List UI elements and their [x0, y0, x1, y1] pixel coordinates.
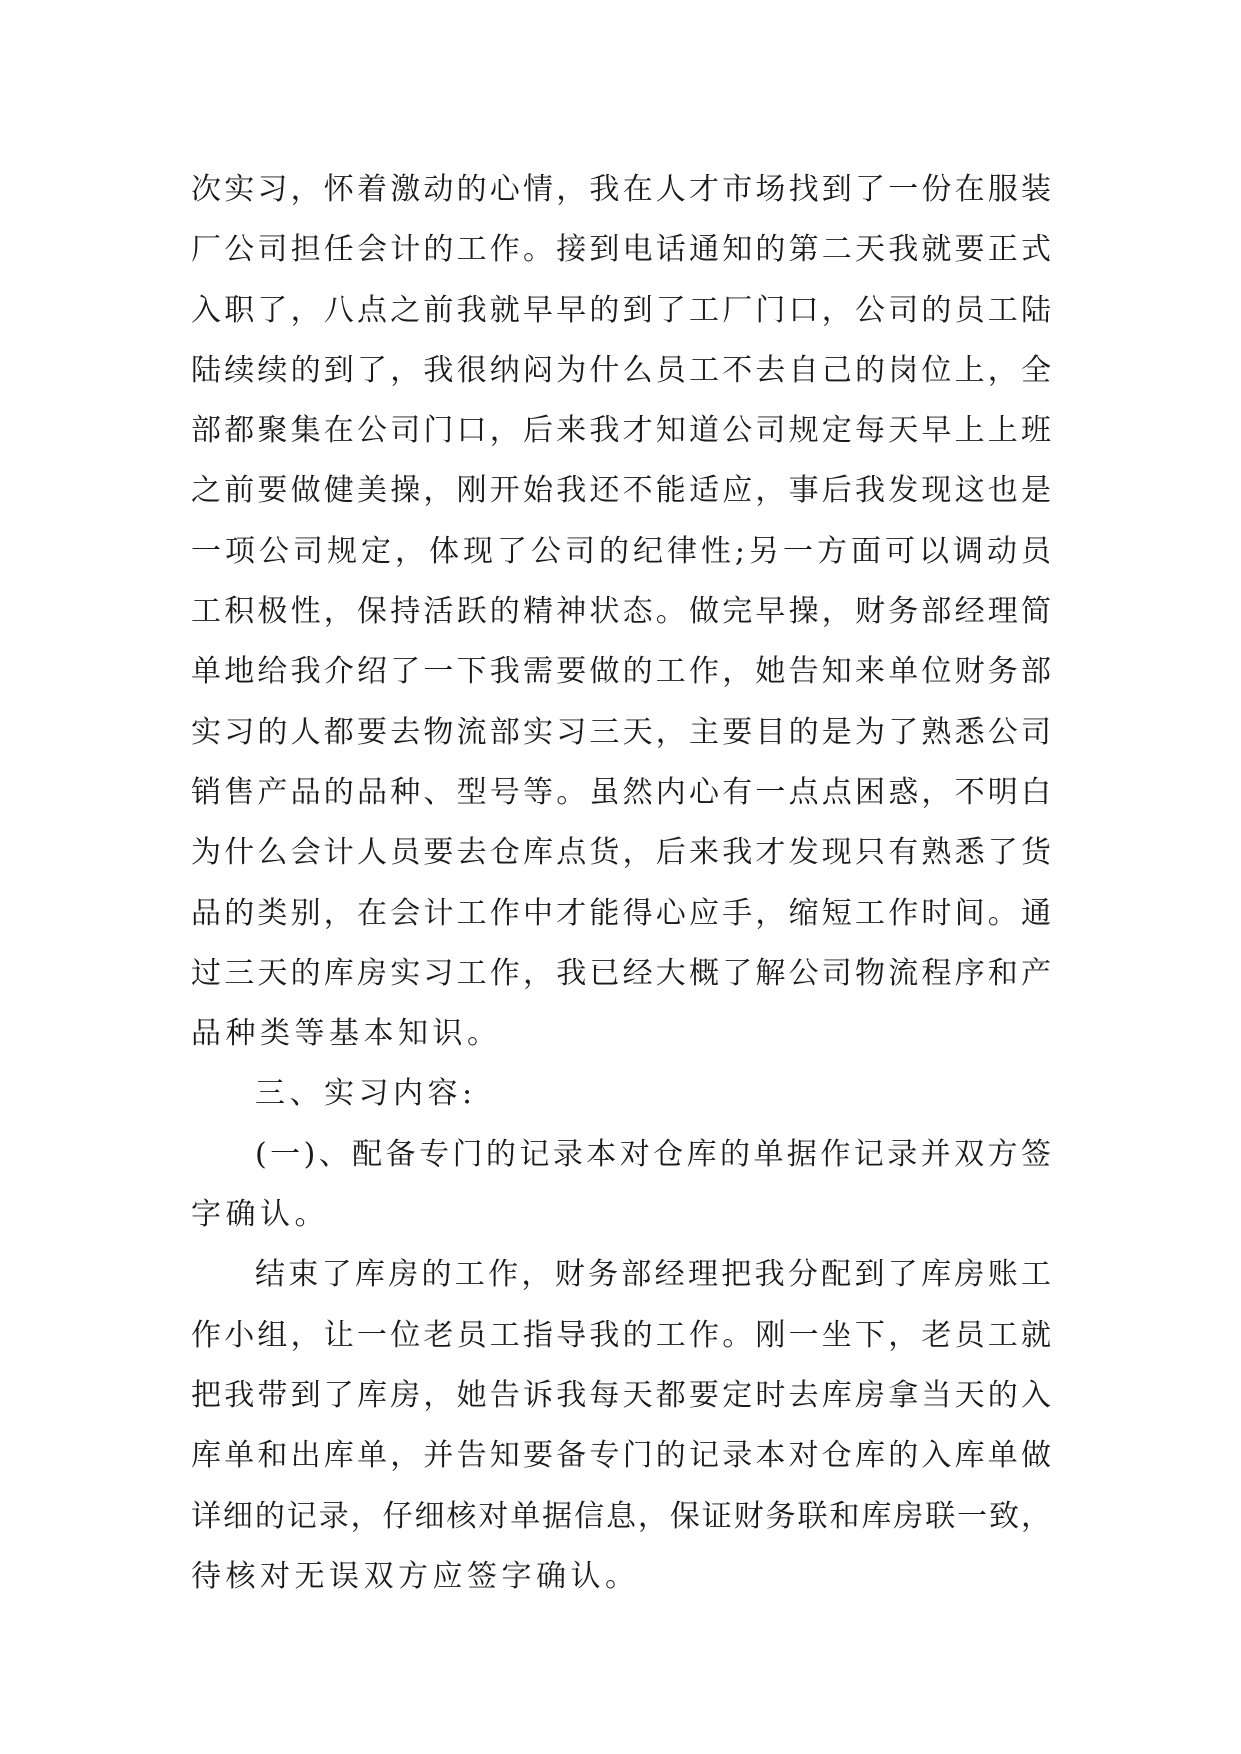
text-line: 字确认。: [191, 1197, 329, 1233]
text-line: 厂公司担任会计的工作。接到电话通知的第二天我就要正式: [191, 232, 1051, 268]
text-line: 品种类等基本知识。: [191, 1016, 502, 1052]
text-line: 品的类别，在会计工作中才能得心应手，缩短工作时间。通: [191, 895, 1051, 931]
text-line: 陆续续的到了，我很纳闷为什么员工不去自己的岗位上，全: [191, 352, 1051, 388]
text-line: 待核对无误双方应签字确认。: [191, 1558, 640, 1594]
paragraph-internship-start: [191, 160, 1051, 1064]
text-line: 工积极性，保持活跃的精神状态。做完早操，财务部经理简: [191, 594, 1051, 630]
text-line: 单地给我介绍了一下我需要做的工作，她告知来单位财务部: [191, 654, 1051, 690]
document-body: [191, 160, 1051, 1607]
text-line: 为什么会计人员要去仓库点货，后来我才发现只有熟悉了货: [191, 835, 1051, 871]
text-line: 入职了，八点之前我就早早的到了工厂门口，公司的员工陆: [191, 292, 1051, 328]
text-line: (一)、配备专门的记录本对仓库的单据作记录并双方签: [255, 1136, 1051, 1172]
text-line: 作小组，让一位老员工指导我的工作。刚一坐下，老员工就: [191, 1317, 1051, 1353]
text-line: 结束了库房的工作，财务部经理把我分配到了库房账工: [255, 1257, 1051, 1293]
text-line: 部都聚集在公司门口，后来我才知道公司规定每天早上上班: [191, 413, 1051, 449]
heading-line: 三、实习内容:: [255, 1076, 477, 1112]
text-line: 库单和出库单，并告知要备专门的记录本对仓库的入库单做: [191, 1438, 1051, 1474]
text-line: 把我带到了库房，她告诉我每天都要定时去库房拿当天的入: [191, 1377, 1051, 1413]
text-line: 详细的记录，仔细核对单据信息，保证财务联和库房联一致，: [191, 1498, 1051, 1534]
section-heading-internship-content: [191, 1064, 1051, 1124]
text-line: 次实习，怀着激动的心情，我在人才市场找到了一份在服装: [191, 172, 1051, 207]
paragraph-warehouse-accounting: [191, 1245, 1051, 1607]
text-line: 一项公司规定，体现了公司的纪律性;另一方面可以调动员: [191, 533, 1051, 569]
text-line: 过三天的库房实习工作，我已经大概了解公司物流程序和产: [191, 955, 1051, 991]
text-line: 实习的人都要去物流部实习三天，主要目的是为了熟悉公司: [191, 714, 1051, 750]
subheading-record-book: [191, 1125, 1051, 1246]
text-line: 销售产品的品种、型号等。虽然内心有一点点困惑，不明白: [191, 774, 1051, 810]
text-line: 之前要做健美操，刚开始我还不能适应，事后我发现这也是: [191, 473, 1051, 509]
